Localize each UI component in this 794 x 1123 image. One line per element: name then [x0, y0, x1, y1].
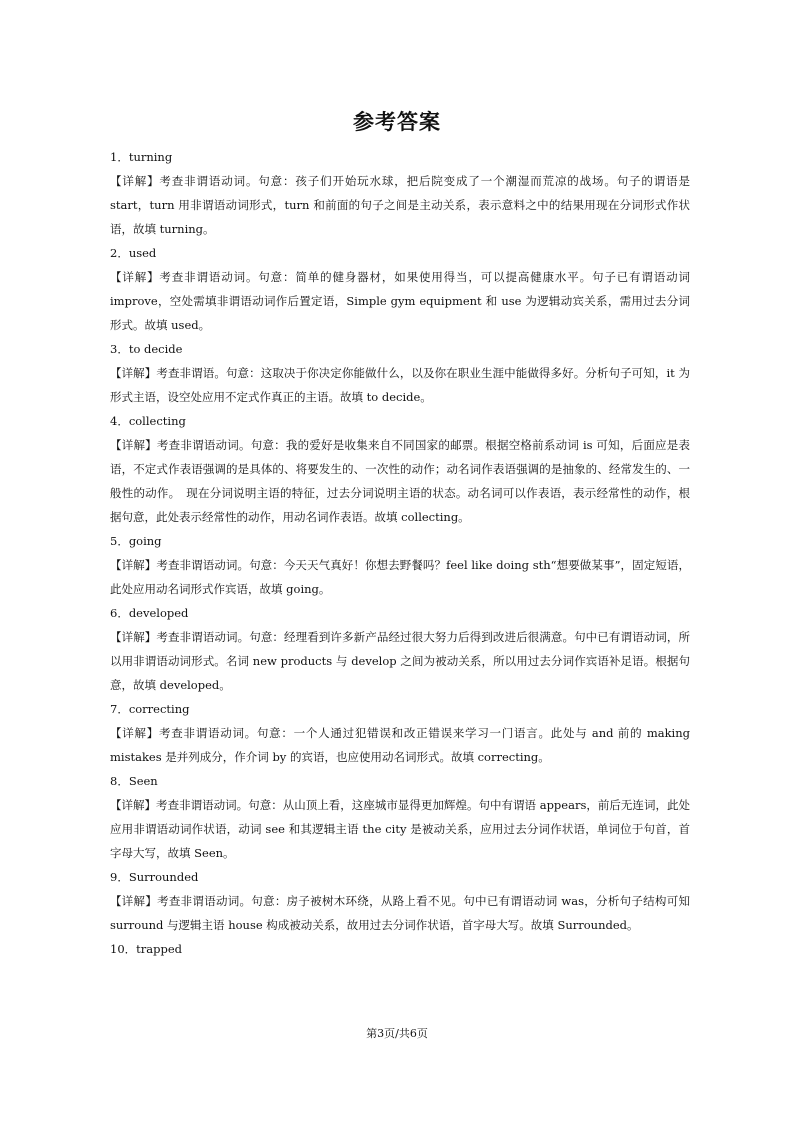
answer-explanation: 【详解】考查非谓语动词。句意：我的爱好是收集来自不同国家的邮票。根据空格前系动词 is 可知，后面应是表语，不定式作表语强调的是具体的、将要发生的、一次性的动作；动名词作表语强调的是抽象的、经常发生的、一般性的动作。 现在分词说明主语的特征，过去分词说明主语的状态。动名词可以作表语，表示经常性的动作，根据句意，此处表示经常性的动作，用动名词作表语。故填 collecting。	[110, 438, 690, 524]
answer-label: 2．used	[110, 246, 157, 260]
page-title: 参考答案	[353, 110, 441, 134]
answer-label: 10．trapped	[110, 942, 182, 956]
answer-label: 9．Surrounded	[110, 870, 199, 884]
answer-label: 7．correcting	[110, 702, 190, 716]
answer-explanation: 【详解】考查非谓语动词。句意：今天天气真好！你想去野餐吗？feel like doing sth“想要做某事”，固定短语，此处应用动名词形式作宾语，故填 going。	[110, 558, 690, 596]
answer-explanation: 【详解】考查非谓语动词。句意：从山顶上看，这座城市显得更加辉煌。句中有谓语 appears，前后无连词，此处应用非谓语动词作状语，动词 see 和其逻辑主语 the city 是被动关系，应用过去分词作状语，单词位于句首，首字母大写，故填 Seen。	[110, 798, 690, 860]
answer-label: 3．to decide	[110, 342, 183, 356]
answer-label: 1．turning	[110, 150, 173, 164]
answer-list	[110, 145, 690, 961]
answer-label: 6．developed	[110, 606, 189, 620]
answer-explanation: 【详解】考查非谓语动词。句意：经理看到许多新产品经过很大努力后得到改进后很满意。句中已有谓语动词，所以用非谓语动词形式。名词 new products 与 develop 之间为被动关系，所以用过去分词作宾语补足语。根据句意，故填 developed。	[110, 630, 690, 692]
answer-explanation: 【详解】考查非谓语动词。句意：一个人通过犯错误和改正错误来学习一门语言。此处与 and 前的 making mistakes 是并列成分，作介词 by 的宾语，也应使用动名词形式。故填 correcting。	[110, 726, 690, 764]
answer-label: 4．collecting	[110, 414, 186, 428]
answer-explanation: 【详解】考查非谓语动词。句意：简单的健身器材，如果使用得当，可以提高健康水平。句子已有谓语动词 improve，空处需填非谓语动词作后置定语，Simple gym equipment 和 use 为逻辑动宾关系，需用过去分词形式。故填 used。	[110, 270, 690, 332]
answer-explanation: 【详解】考查非谓语。句意：这取决于你决定你能做什么，以及你在职业生涯中能做得多好。分析句子可知，it 为形式主语，设空处应用不定式作真正的主语。故填 to decide。	[110, 366, 690, 404]
answer-explanation: 【详解】考查非谓语动词。句意：房子被树木环绕，从路上看不见。句中已有谓语动词 was，分析句子结构可知 surround 与逻辑主语 house 构成被动关系，故用过去分词作状语，首字母大写。故填 Surrounded。	[110, 894, 690, 932]
answer-label: 5．going	[110, 534, 162, 548]
answer-label: 8．Seen	[110, 774, 158, 788]
page-footer: 第3页/共6页	[366, 1027, 428, 1040]
answer-explanation: 【详解】考查非谓语动词。句意：孩子们开始玩水球，把后院变成了一个潮湿而荒凉的战场。句子的谓语是 start，turn 用非谓语动词形式，turn 和前面的句子之间是主动关系，表示意料之中的结果用现在分词形式作状语，故填 turning。	[110, 174, 690, 236]
